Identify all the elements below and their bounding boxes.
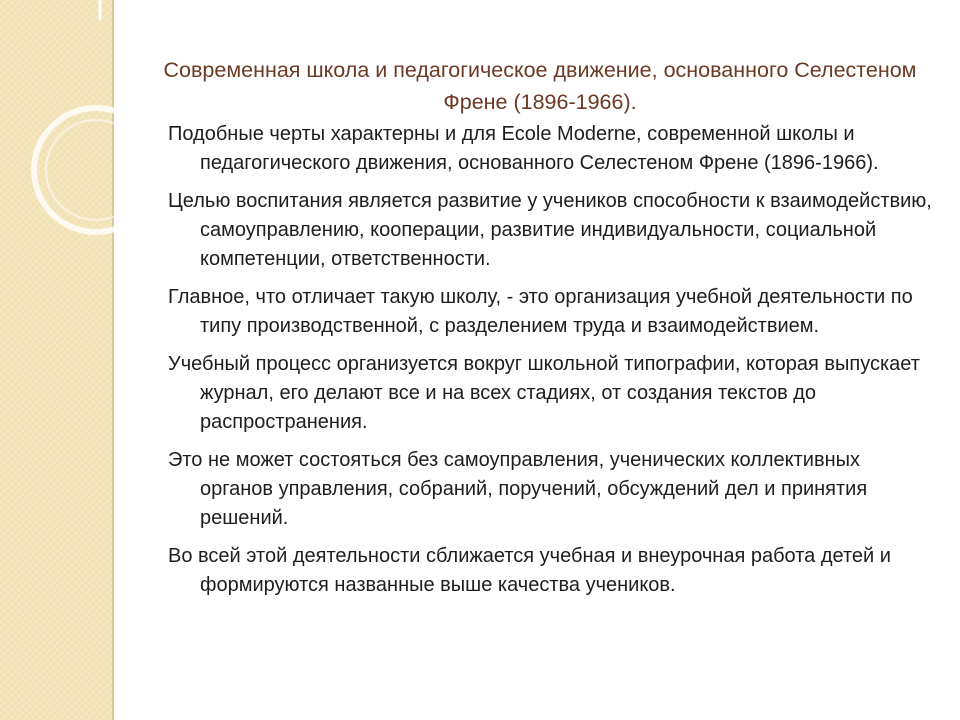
slide-title: Современная школа и педагогическое движение, основанного Селестеном Френе (1896-1966). [163, 58, 917, 114]
paragraph: Главное, что отличает такую школу, - это организация учебной деятельности по типу производственной, с разделением труда и взаимодействием. [168, 286, 913, 337]
paragraph: Учебный процесс организуется вокруг школьной типографии, которая выпускает журнал, его делают все и на всех стадиях, от создания текстов до распространения. [168, 353, 920, 433]
paragraph: Это не может состояться без самоуправления, ученических коллективных органов управления, собраний, поручений, обсуждений дел и принятия решений. [168, 449, 868, 529]
paragraph: Во всей этой деятельности сближается учебная и внеурочная работа детей и формируются названные выше качества учеников. [168, 545, 891, 596]
paragraph: Целью воспитания является развитие у учеников способности к взаимодействию, самоуправлению, кооперации, развитие индивидуальности, социальной компетенции, ответственности. [168, 190, 932, 270]
decorative-ring-inner [46, 120, 146, 220]
decorative-ring-large [34, 108, 158, 232]
slide-content [168, 120, 938, 609]
paragraph: Подобные черты характерны и для Ecole Moderne, современной школы и педагогического движения, основанного Селестеном Френе (1896-1966). [168, 123, 879, 174]
decorative-rings [0, 0, 160, 300]
